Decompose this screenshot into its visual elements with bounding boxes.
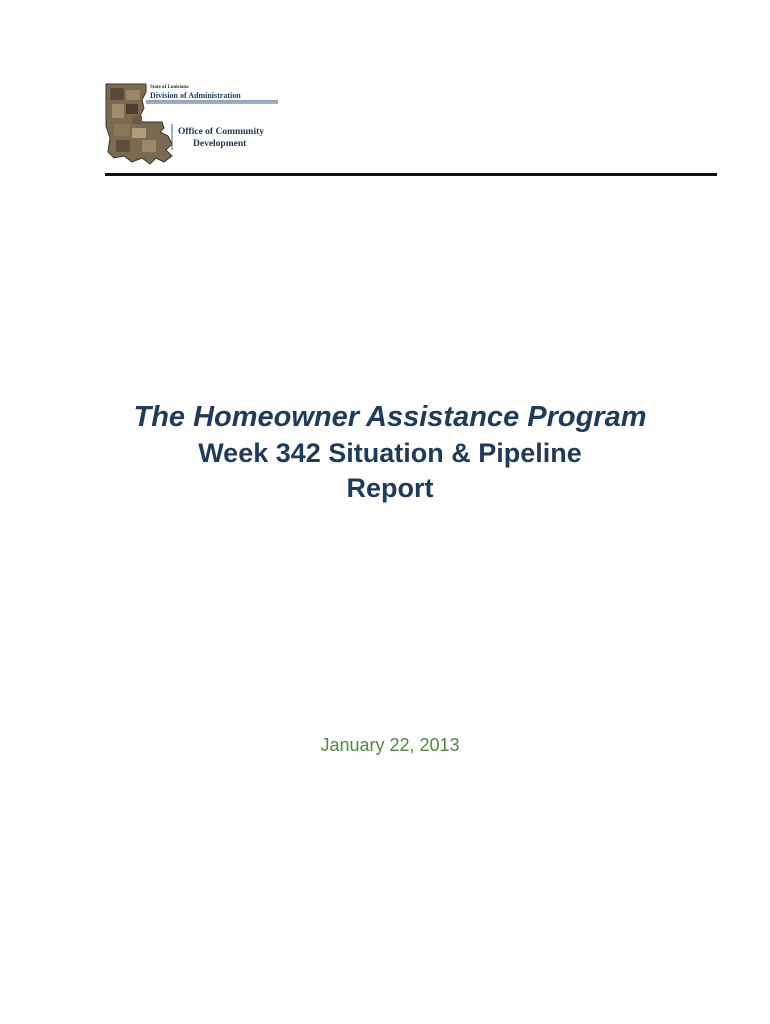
- report-title-week: Week 342 Situation & Pipeline: [198, 438, 582, 468]
- report-title-program: The Homeowner Assistance Program: [133, 401, 647, 433]
- report-title: [60, 398, 720, 506]
- report-title-report: Report: [346, 473, 434, 503]
- logo-state-label: State of Louisiana: [150, 85, 189, 90]
- office-of-community-development-logo: [102, 78, 282, 170]
- logo-office-line1: Office of Community: [178, 127, 265, 137]
- logo-division-label: Division of Administration: [150, 91, 241, 100]
- header-divider: [105, 173, 717, 176]
- logo-office-line2: Development: [193, 139, 247, 149]
- report-date: January 22, 2013: [320, 735, 460, 755]
